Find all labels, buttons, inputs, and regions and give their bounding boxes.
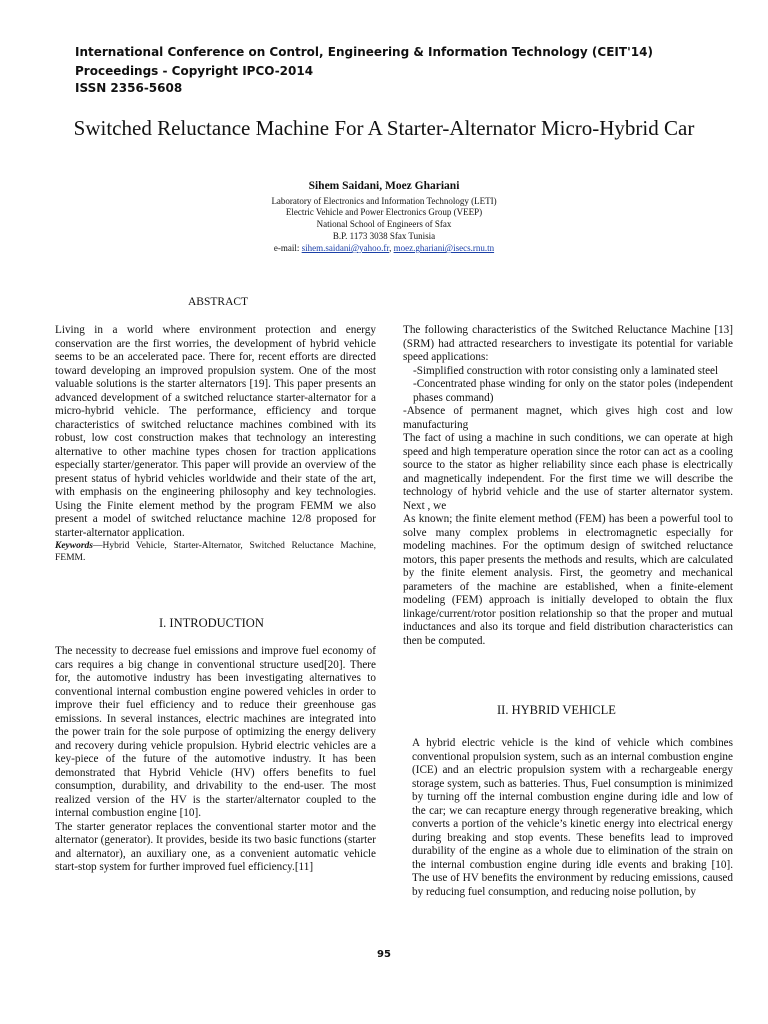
characteristic-item: -Simplified construction with rotor consisting only a laminated steel [413, 364, 719, 377]
right-column-top [403, 324, 733, 648]
srm-characteristics-intro: The following characteristics of the Switched Reluctance Machine [13] (SRM) had attracted researchers to investigate its potential for variable speed applications: [403, 324, 733, 363]
email-link-1[interactable]: sihem.saidani@yahoo.fr [301, 243, 390, 253]
characteristic-item: -Concentrated phase winding for only on the stator poles (independent phases command) [413, 378, 733, 404]
hybrid-vehicle-heading: II. HYBRID VEHICLE [497, 703, 616, 717]
email-link-2[interactable]: moez.ghariani@isecs.rnu.tn [393, 243, 495, 253]
introduction-paragraph-2: The starter generator replaces the conventional starter motor and the alternator (generator). It provides, beside its two basic functions (starter and alternator), an auxiliary one, as a convenient automatic vehicle start-stop system for further improved fuel efficiency.[11] [55, 820, 376, 873]
introduction-heading: I. INTRODUCTION [159, 616, 264, 630]
abstract-heading: ABSTRACT [188, 296, 249, 308]
keywords [55, 540, 376, 564]
hybrid-vehicle-paragraph: A hybrid electric vehicle is the kind of vehicle which combines conventional propulsion system, such as an internal combustion engine (ICE) and an electric propulsion system with a rechargeable energy storage system, such as batteries. Thus, Fuel consumption is minimized by turning off the internal combustion engine during idle and low of the car; we can recapture energy through regenerative breaking, which converts a portion of the vehicle’s kinetic energy into electrical energy during breaking and stop events. These benefits lead to improved durability of the engine as a whole due to elimination of the strain on the internal combustion engine during idle events and braking [10]. The use of HV benefits the environment by reducing emissions, caused by reducing fuel consumption, and reducing noise pollution, by [412, 737, 733, 898]
right-paragraph-2: The fact of using a machine in such conditions, we can operate at high speed and high temperature operation since the rotor can act as a cooling source to the stator as higher reliability since each phase is electrically and magnetically independent. For the first time we will describe the technology of hybrid vehicle and the use of starter alternator system. Next , we [403, 432, 733, 512]
email-line [0, 243, 768, 254]
keywords-text: —Hybrid Vehicle, Starter-Alternator, Switched Reluctance Machine, FEMM. [55, 541, 376, 563]
paper-title: Switched Reluctance Machine For A Starter-Alternator Micro-Hybrid Car [73, 116, 695, 140]
right-column-bottom [412, 737, 733, 899]
introduction-paragraph-1: The necessity to decrease fuel emissions and improve fuel economy of cars requires a big change in conventional structure used[20]. There for, the automotive industry has been investigating alternatives to conventional internal combustion engine powered vehicles in order to improve their fuel efficiency and to reduce their greenhouse gas emissions. In several instances, electric machines are integrated into the power train for the sole purpose of optimizing the energy delivery and recovery during vehicle propulsion. Hybrid electric vehicles are a key-piece of the future of the automotive industry. It has been demonstrated that Hybrid Vehicle (HV) offers benefits to fuel consumption, durability, and drivability to the end-user. The most realized version of the HV is the starter/alternator coupled to the internal combustion engine [10]. [55, 645, 376, 819]
email-separator: , [389, 243, 394, 253]
affiliation-line: Electric Vehicle and Power Electronics Group (VEEP) [285, 207, 483, 217]
characteristic-item: -Absence of permanent magnet, which gives high cost and low manufacturing [403, 405, 733, 431]
page-number: 95 [377, 949, 391, 960]
abstract-text: Living in a world where environment protection and energy conservation are the first worries, the development of hybrid vehicle seems to be an accelerated pace. There for, recent efforts are directed toward developing an improved propulsion system. One of the most valuable solutions is the starter alternators [19]. This paper presents an advanced development of a switched reluctance starter-alternator for a micro-hybrid vehicle. The performance, efficiency and torque characteristics of switched reluctance machines combined with its robust, low cost construction makes that technology an interesting alternative to other machine types chosen for traction applications especially starter/generator. This paper will provide an overview of the present status of hybrid vehicles worldwide and their state of the art, with emphasis on the engineering philosophy and key technologies. Using the Finite element method by the program FEMM we also present a model of switched reluctance machine 12/8 proposed for starter-alternator application. [55, 324, 376, 539]
paper-authors: Sihem Saidani, Moez Ghariani [308, 180, 460, 192]
left-column-bottom [55, 645, 376, 875]
affiliation-line: National School of Engineers of Sfax [316, 219, 452, 229]
conference-header-line1: International Conference on Control, Engineering & Information Technology (CEIT'14) [75, 45, 653, 59]
affiliation-line: B.P. 1173 3038 Sfax Tunisia [332, 231, 436, 241]
left-column-top [55, 324, 376, 564]
right-paragraph-3: As known; the finite element method (FEM) has been a powerful tool to solve many complex problems in electromagnetic especially for modeling machines. For the optimum design of switched reluctance motors, this paper presents the methods and results, which are calculated by the finite element analysis. First, the geometry and mechanical parameters of the machine are established, when a finite-element modeling (FEM) approach is initially developed to obtain the flux linkage/current/rotor position relationship so that the proper and mutual inductances and also its torque and field distribution characteristics can then be computed. [403, 513, 733, 647]
conference-header-line3: ISSN 2356-5608 [75, 81, 183, 95]
email-prefix: e-mail: [273, 243, 302, 253]
keywords-label: Keywords [55, 541, 93, 551]
affiliation-line: Laboratory of Electronics and Information Technology (LETI) [271, 196, 497, 206]
conference-header-line2: Proceedings - Copyright IPCO-2014 [75, 64, 314, 78]
